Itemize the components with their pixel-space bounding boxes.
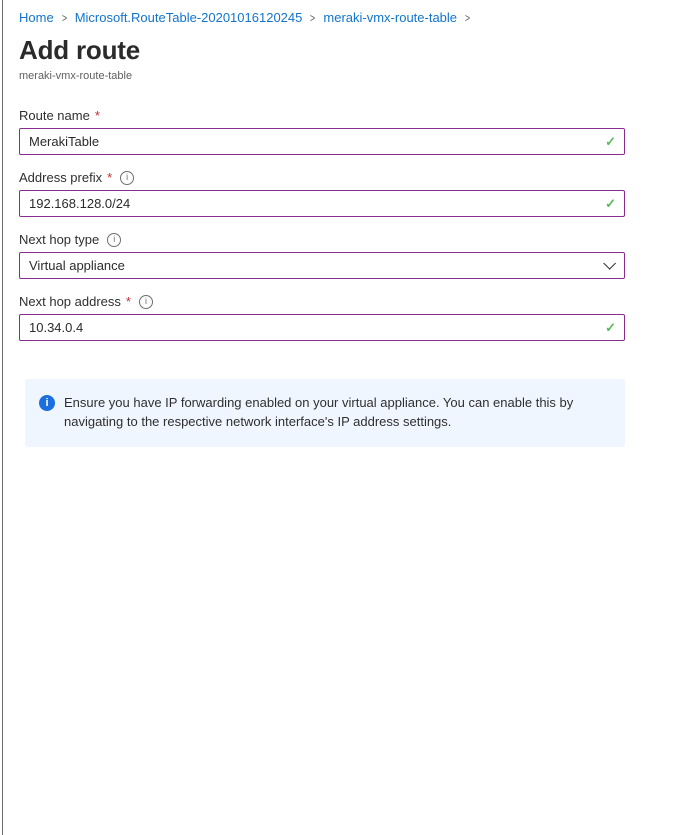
route-name-input[interactable]	[19, 128, 625, 155]
valid-checkmark-icon: ✓	[605, 319, 616, 335]
next-hop-type-label	[19, 232, 690, 247]
breadcrumb-separator-icon: >	[61, 10, 67, 25]
info-banner-text: Ensure you have IP forwarding enabled on your virtual appliance. You can enable this by navigating to the respective network interface's IP address settings.	[64, 395, 574, 429]
address-prefix-label	[19, 170, 690, 185]
breadcrumb-separator-icon: >	[310, 10, 316, 25]
page-title: Add route	[19, 35, 140, 65]
chevron-down-icon	[603, 257, 616, 270]
breadcrumb-separator-icon: >	[464, 10, 471, 25]
route-name-label-text: Route name	[19, 108, 90, 123]
address-prefix-label-text: Address prefix	[19, 170, 103, 185]
required-asterisk: *	[125, 294, 131, 309]
ip-forwarding-info-banner	[25, 379, 625, 447]
field-next-hop-address	[19, 294, 690, 341]
valid-checkmark-icon: ✓	[605, 195, 616, 211]
address-prefix-input[interactable]	[19, 190, 625, 217]
info-tooltip-icon[interactable]: i	[120, 171, 134, 185]
next-hop-type-dropdown[interactable]	[19, 252, 625, 279]
info-banner-icon: i	[39, 395, 55, 411]
breadcrumb-route-table-link[interactable]: meraki-vmx-route-table	[323, 10, 458, 25]
next-hop-address-label	[19, 294, 690, 309]
next-hop-address-input[interactable]	[19, 314, 625, 341]
field-address-prefix	[19, 170, 690, 217]
breadcrumb	[19, 10, 690, 25]
field-route-name	[19, 108, 690, 155]
page-subtitle: meraki-vmx-route-table	[19, 70, 133, 82]
next-hop-type-selected-value: Virtual appliance	[29, 258, 125, 273]
required-asterisk: *	[94, 108, 100, 123]
next-hop-type-label-text: Next hop type	[19, 232, 100, 247]
field-next-hop-type	[19, 232, 690, 279]
next-hop-address-label-text: Next hop address	[19, 294, 121, 309]
add-route-form	[19, 108, 690, 341]
info-tooltip-icon[interactable]: i	[139, 295, 153, 309]
route-name-label	[19, 108, 690, 123]
breadcrumb-routetable-deployment-link[interactable]: Microsoft.RouteTable-20201016120245	[74, 10, 303, 25]
info-tooltip-icon[interactable]: i	[107, 233, 121, 247]
required-asterisk: *	[107, 170, 113, 185]
valid-checkmark-icon: ✓	[605, 133, 616, 149]
add-route-blade	[2, 0, 690, 835]
breadcrumb-home-link[interactable]: Home	[19, 10, 54, 25]
